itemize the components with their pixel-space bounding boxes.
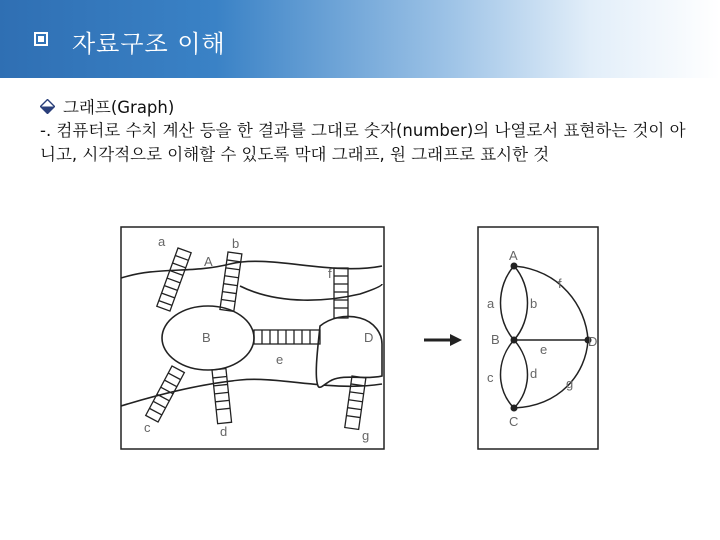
section-subhead: 그래프(Graph) xyxy=(63,98,175,117)
graph-label-e: e xyxy=(540,342,548,357)
map-label-f: f xyxy=(328,266,332,281)
graph-label-f: f xyxy=(558,276,562,291)
diamond-bullet-icon xyxy=(40,99,55,114)
map-label-g: g xyxy=(362,428,370,443)
graph-label-b: b xyxy=(530,296,538,311)
title-banner xyxy=(0,0,720,78)
graph-label-g: g xyxy=(566,376,574,391)
graph-label-c: c xyxy=(487,370,494,385)
konigsberg-figure xyxy=(120,226,600,456)
figure-svg xyxy=(120,226,600,452)
map-label-d: d xyxy=(220,424,228,439)
node-b xyxy=(511,337,518,344)
graph-diagram xyxy=(478,227,598,449)
square-bullet-icon xyxy=(34,32,48,46)
page-title: 자료구조 이해 xyxy=(72,30,226,58)
graph-label-A: A xyxy=(509,248,518,263)
map-label-D: D xyxy=(364,330,374,345)
map-label-a: a xyxy=(158,234,166,249)
section-body: -. 컴퓨터로 수치 계산 등을 한 결과를 그대로 숫자(number)의 나열로서 표현하는 것이 아니고, 시각적으로 이해할 수 있도록 막대 그래프, 원 그래프로 표시한 것 xyxy=(40,121,686,164)
graph-label-d: d xyxy=(530,366,538,381)
map-label-A: A xyxy=(204,254,213,269)
section-heading xyxy=(40,94,174,118)
bridge-map xyxy=(121,227,384,449)
map-label-e: e xyxy=(276,352,284,367)
node-c xyxy=(511,405,518,412)
map-label-B: B xyxy=(202,330,211,345)
graph-label-a: a xyxy=(487,296,495,311)
graph-label-B: B xyxy=(491,332,500,347)
graph-label-D: D xyxy=(588,334,598,349)
node-a xyxy=(511,263,518,270)
arrow-icon xyxy=(424,334,462,346)
graph-label-C: C xyxy=(509,414,519,429)
map-label-b: b xyxy=(232,236,240,251)
island-d xyxy=(316,316,382,387)
map-label-c: c xyxy=(144,420,151,435)
